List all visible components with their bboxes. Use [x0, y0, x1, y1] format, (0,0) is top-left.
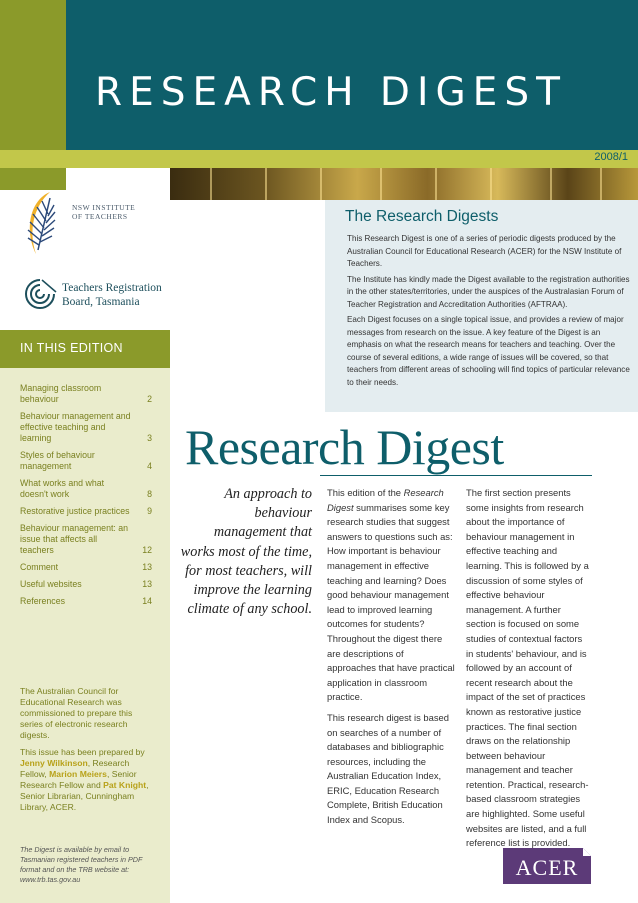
toc-item[interactable] [20, 506, 152, 517]
toc-title: Styles of behaviour management [20, 450, 95, 471]
nsw-institute-logo-icon [20, 190, 72, 260]
body-paragraph [327, 486, 455, 705]
toc-page: 3 [147, 433, 152, 443]
digests-paragraph: The Institute has kindly made the Digest available to the registration authorities in the other states/territories, under the auspices of the Australasian Forum of Teacher Registration and Accreditation Authorities (AFTRAA). [347, 274, 630, 309]
author-name: Jenny Wilkinson [20, 758, 88, 768]
toc-item[interactable] [20, 579, 152, 590]
toc-title: What works and what doesn't work [20, 478, 105, 499]
toc-item[interactable] [20, 596, 152, 607]
trb-logo-icon [22, 276, 58, 312]
acer-logo-text: ACER [515, 855, 579, 880]
toc-item[interactable] [20, 383, 152, 405]
credits-text: This issue has been prepared by [20, 747, 145, 757]
trb-name [62, 281, 162, 309]
author-name: Pat Knight [103, 780, 147, 790]
nsw-line-2: OF TEACHERS [72, 212, 128, 221]
table-of-contents [20, 383, 152, 613]
body-column-1 [327, 486, 455, 834]
main-title: Research Digest [185, 419, 504, 475]
digests-paragraph: This Research Digest is one of a series of periodic digests produced by the Australian Council for Educational Research (ACER) for the NSW Institute of Teachers. [347, 234, 622, 268]
research-digests-body [347, 233, 630, 392]
credits-text: , Senior Librarian, Cunningham Library, ACER. [20, 780, 149, 812]
credits-text: , Senior Research Fellow and [20, 769, 137, 790]
toc-page: 9 [147, 506, 152, 516]
toc-item[interactable] [20, 562, 152, 573]
body-text: This edition of the [327, 487, 404, 498]
toc-item[interactable] [20, 450, 152, 472]
toc-title: Managing classroom behaviour [20, 383, 102, 404]
trb-line-2: Board, Tasmania [62, 296, 140, 308]
credits-text: , Research Fellow, [20, 758, 130, 779]
header-issue-bar [0, 150, 638, 168]
toc-item[interactable] [20, 478, 152, 500]
toc-title: Restorative justice practices [20, 506, 130, 516]
in-this-edition-label: IN THIS EDITION [20, 341, 123, 355]
toc-page: 14 [142, 596, 152, 606]
toc-item[interactable] [20, 523, 152, 556]
toc-page: 13 [142, 562, 152, 572]
sidebar-credits [20, 686, 155, 819]
toc-title: Useful websites [20, 579, 82, 589]
body-emphasis: Research Digest [327, 487, 444, 513]
availability-note: The Digest is available by email to Tasmanian registered teachers in PDF format and on the TRB website at: www.trb.tas.gov.au [20, 845, 143, 884]
toc-page: 4 [147, 461, 152, 471]
header-photo-strip [170, 168, 638, 200]
toc-title: Behaviour management: an issue that affects all teachers [20, 523, 129, 555]
toc-title: References [20, 596, 65, 606]
body-paragraph: This research digest is based on searches of a number of databases and bibliographic resources, including the Australian Education Index, ERIC, Education Research Complete, British Education Index and Scopus. [327, 711, 449, 826]
acer-logo-icon [503, 848, 591, 884]
issue-number: 2008/1 [594, 151, 628, 163]
digests-paragraph: Each Digest focuses on a single topical issue, and provides a review of major messages from research on the issue. A key feature of the Digest is an emphasis on what the research means for teachers and teaching. Over the course of several editions, a wide range of issues will be covered, so that teachers from different areas of schooling will find topics of particular relevance to their needs. [347, 315, 630, 387]
body-column-2 [466, 486, 592, 857]
research-digests-title: The Research Digests [345, 208, 499, 225]
toc-item[interactable] [20, 411, 152, 444]
author-name: Marion Meiers [49, 769, 107, 779]
credits-note-1: The Australian Council for Educational Research was commissioned to prepare this series of electronic research digests. [20, 686, 133, 740]
toc-page: 8 [147, 489, 152, 499]
body-text: summarises some key research studies that suggest answers to questions such as: How important is behaviour management in effective teaching and learning? Does good behaviour management lead to improved learning outcomes for students? Throughout the digest there are descriptions of approaches that have practical application in classroom practice. [327, 501, 455, 703]
pull-quote: An approach to behaviour management that works most of the time, for most teachers, will improve the learning climate of any school. [180, 486, 312, 618]
nsw-institute-name [72, 203, 135, 221]
nsw-line-1: NSW INSTITUTE [72, 203, 136, 212]
header-title: RESEARCH DIGEST [95, 70, 567, 115]
in-this-edition-bar [0, 330, 170, 368]
body-paragraph: The first section presents some insights from research about the importance of behaviour management in effective teaching and learning. This is followed by a discussion of some styles of effective behaviour management. A further section is focused on some studies of contextual factors in students' behaviour, and is followed by an account of recent research about the impact of the set of practices known as restorative justice practices. The final section draws on the relationship between behaviour management and teacher retention. Practical, research-based classroom strategies are highlighted. Some useful websites are listed, and a full reference list is provided. [466, 487, 589, 849]
toc-page: 2 [147, 394, 152, 404]
toc-page: 12 [142, 545, 152, 555]
toc-page: 13 [142, 579, 152, 589]
toc-title: Behaviour management and effective teaching and learning [20, 411, 131, 443]
title-rule [320, 475, 592, 476]
credits-note-2 [20, 747, 155, 813]
toc-title: Comment [20, 562, 59, 572]
trb-line-1: Teachers Registration [62, 282, 162, 294]
